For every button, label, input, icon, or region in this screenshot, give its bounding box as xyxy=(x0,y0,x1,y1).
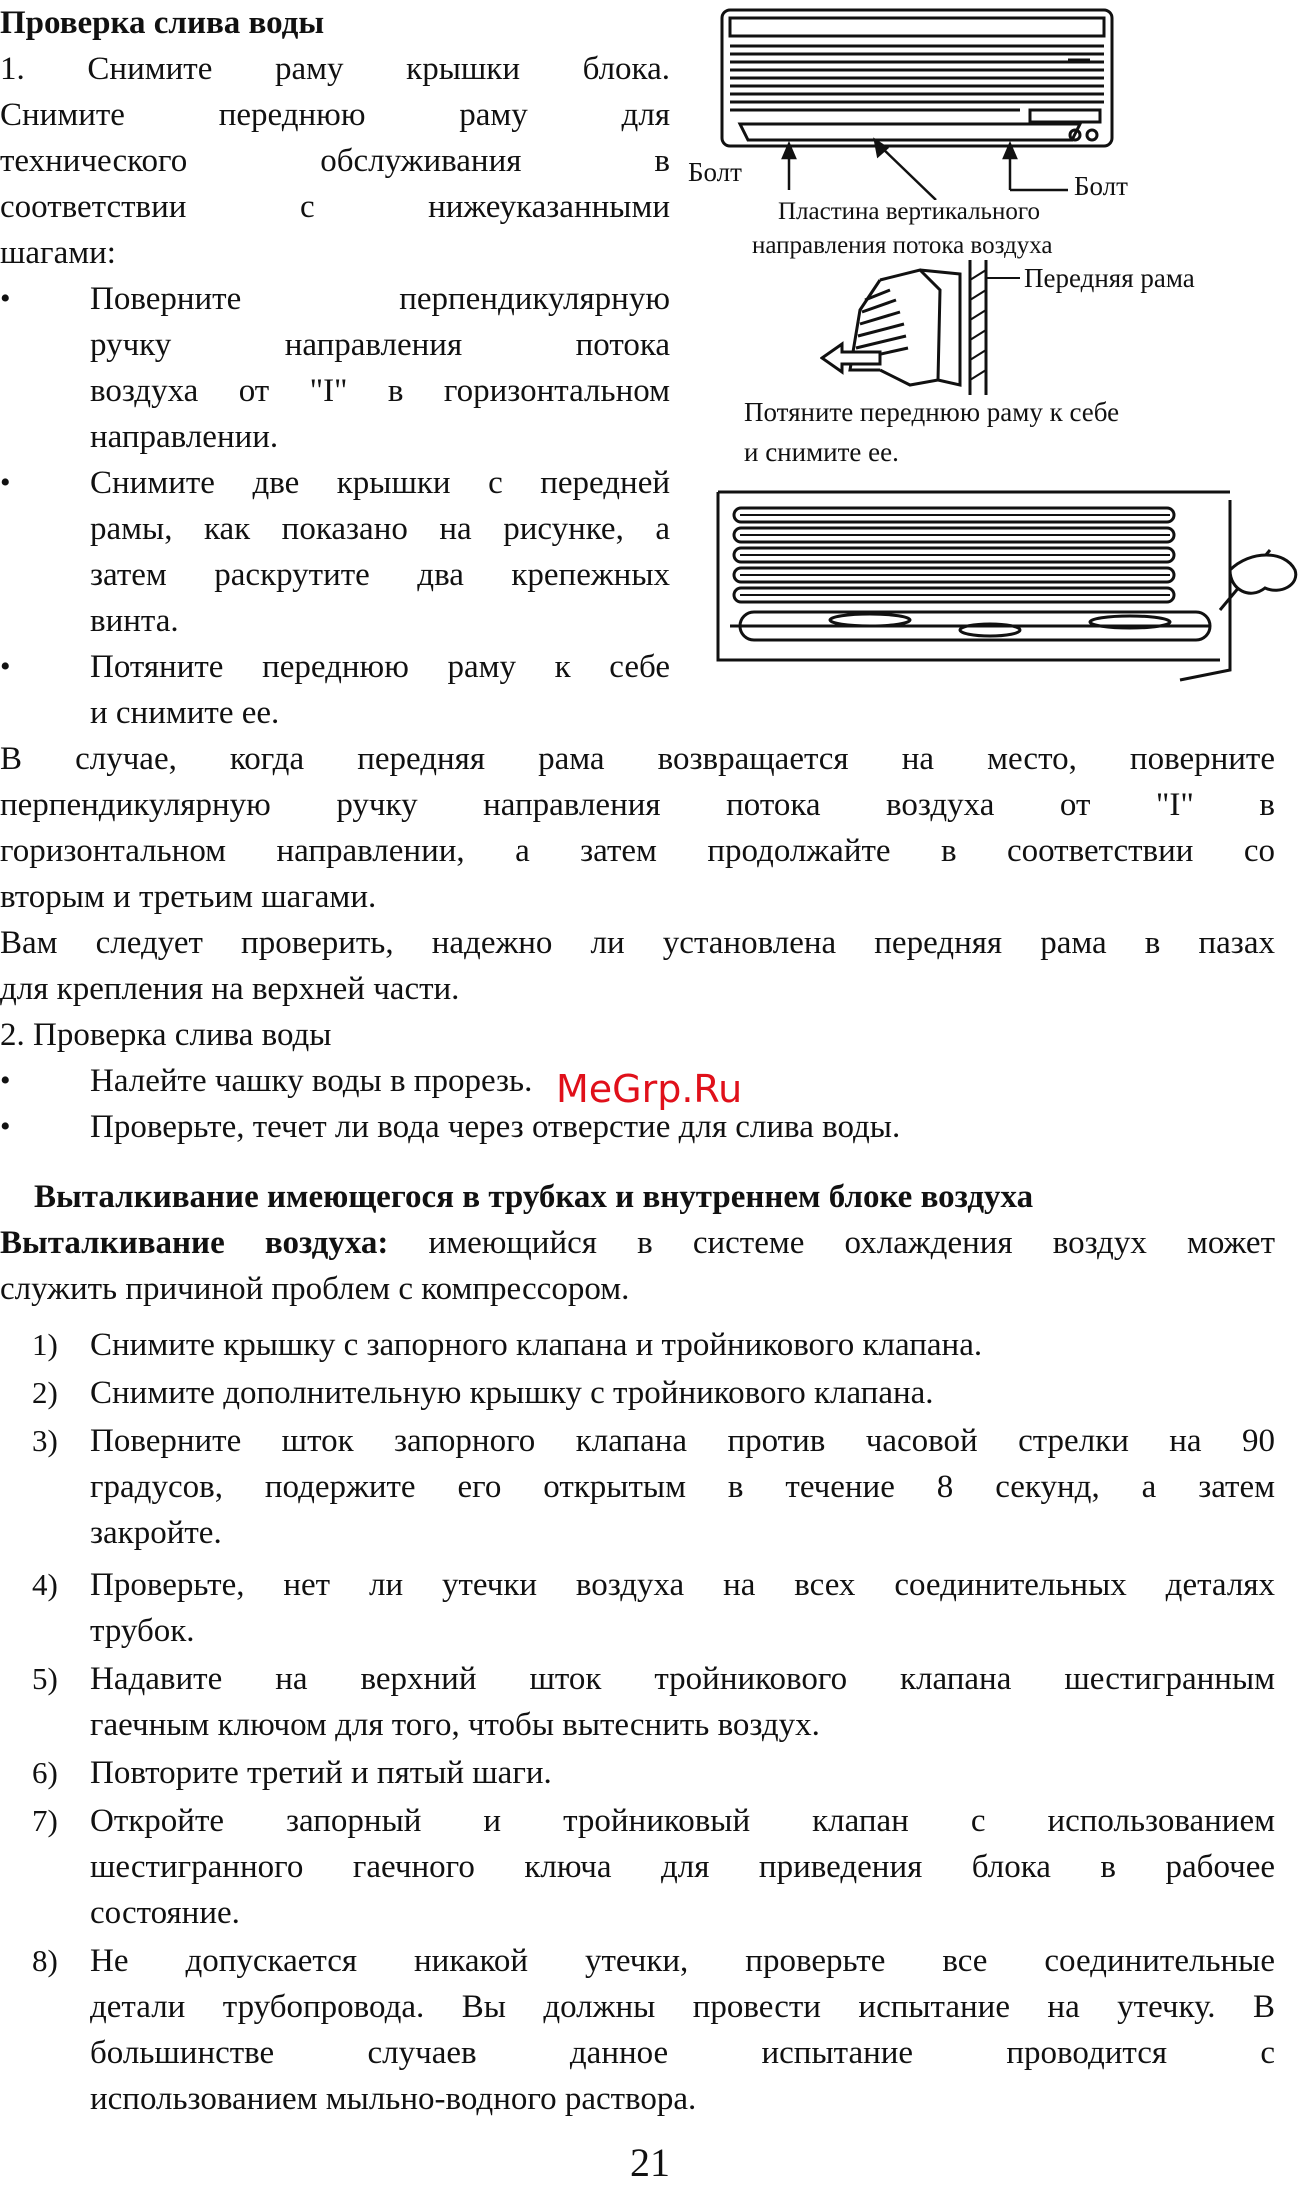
return-paragraph xyxy=(0,736,1275,920)
numbered-step xyxy=(0,1656,1275,1748)
paragraph-line: для крепления на верхней части. xyxy=(0,971,460,1007)
step-line: трубок. xyxy=(90,1613,195,1649)
step-line: Повторите третий и пятый шаги. xyxy=(90,1755,552,1791)
step-line: использованием мыльно-водного раствора. xyxy=(90,2081,697,2117)
intro-line: Снимите переднюю раму для xyxy=(0,97,670,133)
bullet-item xyxy=(0,644,670,736)
step-line: Снимите дополнительную крышку с тройникового клапана. xyxy=(90,1375,934,1411)
step-number: 1) xyxy=(32,1327,58,1362)
numbered-step xyxy=(0,1798,1275,1936)
numbered-step xyxy=(0,1938,1275,2122)
label-front-frame: Передняя рама xyxy=(1024,263,1195,293)
bullet-line: рамы, как показано на рисунке, а xyxy=(90,511,670,547)
bullet-line: Потяните переднюю раму к себе xyxy=(90,649,670,685)
watermark-logo: MeGrp.Ru xyxy=(556,1067,743,1111)
check-paragraph xyxy=(0,920,1275,1012)
bullet-line: Налейте чашку воды в прорезь. xyxy=(90,1063,533,1099)
bullet-line: воздуха от "I" в горизонтальном xyxy=(90,373,670,409)
step-line: Проверьте, нет ли утечки воздуха на всех соединительных деталях xyxy=(90,1567,1275,1603)
step-line: гаечным ключом для того, чтобы вытеснить воздух. xyxy=(90,1707,820,1743)
paragraph-line: перпендикулярную ручку направления потока воздуха от "I" в xyxy=(0,787,1275,823)
step-line: детали трубопровода. Вы должны провести испытание на утечку. В xyxy=(90,1989,1275,2025)
section-title-air-purge: Выталкивание имеющегося в трубках и внутреннем блоке воздуха xyxy=(34,1179,1034,1215)
paragraph-line xyxy=(0,1220,1275,1266)
indoor-unit-illustration xyxy=(700,0,1120,200)
bullet-line: ручку направления потока xyxy=(90,327,670,363)
step-line: закройте. xyxy=(90,1515,222,1551)
step-number: 6) xyxy=(32,1755,58,1790)
evaporator-drain-pan-illustration xyxy=(710,490,1300,710)
label-vertical-plate-line2: направления потока воздуха xyxy=(752,232,1053,259)
step-line: шестигранного гаечного ключа для приведения блока в рабочее xyxy=(90,1849,1275,1885)
step-line: Не допускается никакой утечки, проверьте все соединительные xyxy=(90,1943,1275,1979)
label-bolt-left: Болт xyxy=(688,157,742,187)
bullet-marker: • xyxy=(0,650,11,683)
air-lead-label: Выталкивание воздуха: xyxy=(0,1225,389,1261)
step-number: 3) xyxy=(32,1423,58,1458)
intro-line: шагами: xyxy=(0,235,116,271)
step-number: 7) xyxy=(32,1803,58,1838)
label-bolt-right: Болт xyxy=(1074,171,1128,201)
step-line: Снимите крышку с запорного клапана и тройникового клапана. xyxy=(90,1327,983,1363)
front-frame-removal-illustration xyxy=(820,260,1020,400)
label-vertical-plate: Пластина вертикального xyxy=(778,198,1040,225)
air-lead-text: имеющийся в системе охлаждения воздух может xyxy=(388,1225,1275,1261)
step-number: 8) xyxy=(32,1943,58,1978)
bullet-item xyxy=(0,460,670,650)
bullet-marker: • xyxy=(0,1110,11,1143)
intro-line: технического обслуживания в xyxy=(0,143,670,179)
bullet-marker: • xyxy=(0,282,11,315)
bullet-line: Поверните перпендикулярную xyxy=(90,281,670,317)
paragraph-line: вторым и третьим шагами. xyxy=(0,879,377,915)
step2-title: 2. Проверка слива воды xyxy=(0,1017,332,1053)
paragraph-line: горизонтальном направлении, а затем продолжайте в соответствии со xyxy=(0,833,1275,869)
label-pull-frame-line2: и снимите ее. xyxy=(744,437,899,467)
step-number: 4) xyxy=(32,1567,58,1602)
page-number: 21 xyxy=(630,2140,670,2185)
step-line: большинстве случаев данное испытание проводится с xyxy=(90,2035,1275,2071)
bullet-line: Проверьте, течет ли вода через отверстие для слива воды. xyxy=(90,1109,901,1145)
paragraph-line: служить причиной проблем с компрессором. xyxy=(0,1271,630,1307)
bullet-line: затем раскрутите два крепежных xyxy=(90,557,670,593)
bullet-line: винта. xyxy=(90,603,179,639)
bullet-marker: • xyxy=(0,1064,11,1097)
label-pull-frame: Потяните переднюю раму к себе xyxy=(744,397,1120,427)
intro-line: соответствии с нижеуказанными xyxy=(0,189,670,225)
step-number: 2) xyxy=(32,1375,58,1410)
numbered-step xyxy=(0,1418,1275,1556)
step-number: 5) xyxy=(32,1661,58,1696)
section-title-water-drain: Проверка слива воды xyxy=(0,5,325,41)
bullet-line: и снимите ее. xyxy=(90,695,280,731)
numbered-step xyxy=(0,1562,1275,1654)
intro-paragraph xyxy=(0,46,670,276)
bullet-marker: • xyxy=(0,466,11,499)
bullet-line: направлении. xyxy=(90,419,279,455)
air-lead-paragraph xyxy=(0,1220,1275,1312)
numbered-step xyxy=(0,1322,1275,1368)
step-line: Поверните шток запорного клапана против часовой стрелки на 90 xyxy=(90,1423,1275,1459)
step-line: Откройте запорный и тройниковый клапан с использованием xyxy=(90,1803,1275,1839)
step-line: градусов, подержите его открытым в течение 8 секунд, а затем xyxy=(90,1469,1275,1505)
paragraph-line: Вам следует проверить, надежно ли установлена передняя рама в пазах xyxy=(0,925,1275,961)
intro-line: 1. Снимите раму крышки блока. xyxy=(0,51,670,87)
numbered-step xyxy=(0,1750,1275,1796)
step-line: состояние. xyxy=(90,1895,240,1931)
paragraph-line: В случае, когда передняя рама возвращается на место, поверните xyxy=(0,741,1275,777)
step-line: Надавите на верхний шток тройникового клапана шестигранным xyxy=(90,1661,1275,1697)
bullet-line: Снимите две крышки с передней xyxy=(90,465,670,501)
numbered-step xyxy=(0,1370,1275,1416)
